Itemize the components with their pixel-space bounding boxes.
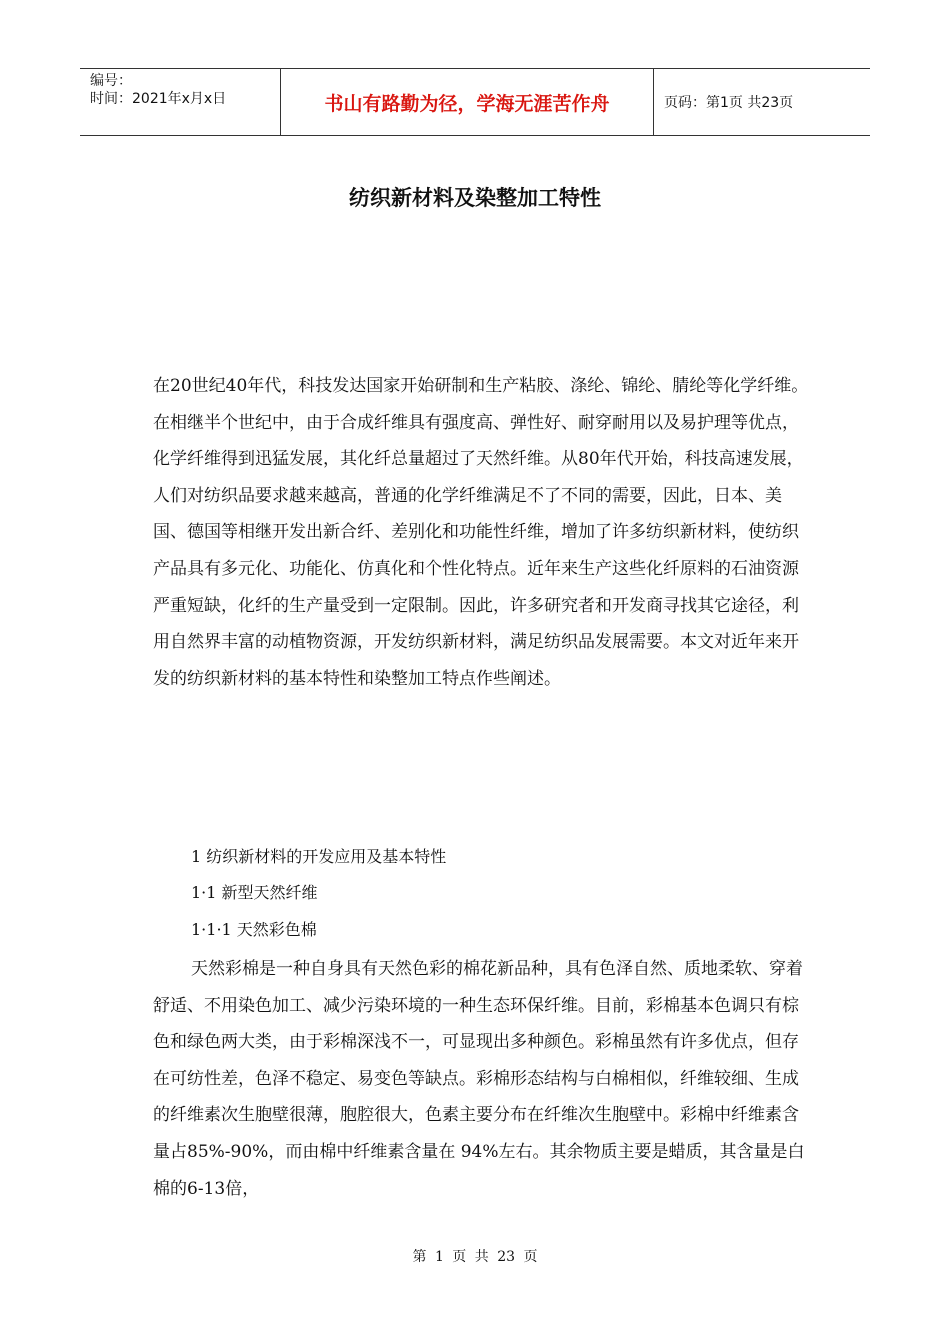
- page-footer: 第 1 页 共 23 页: [412, 1249, 538, 1265]
- doc-number-label: 编号：: [90, 73, 132, 89]
- section-heading-1: 1 纺织新材料的开发应用及基本特性: [191, 847, 447, 866]
- document-title: 纺织新材料及染整加工特性: [349, 186, 601, 210]
- intro-paragraph: 在20世纪40年代，科技发达国家开始研制和生产粘胶、涤纶、锦纶、腈纶等化学纤维。在相继半个世纪中，由于合成纤维具有强度高、弹性好、耐穿耐用以及易护理等优点，化学纤维得到迅猛发展，其化纤总量超过了天然纤维。从80年代开始，科技高速发展，人们对纺织品要求越来越高，普通的化学纤维满足不了不同的需要，因此，日本、美国、德国等相继开发出新合纤、差别化和功能性纤维，增加了许多纺织新材料，使纺织产品具有多元化、功能化、仿真化和个性化特点。近年来生产这些化纤原料的石油资源严重短缺，化纤的生产量受到一定限制。因此，许多研究者和开发商寻找其它途径，利用自然界丰富的动植物资源，开发纺织新材料，满足纺织品发展需要。本文对近年来开发的纺织新材料的基本特性和染整加工特点作些阐述。: [153, 376, 809, 689]
- section-heading-1-1-1: 1·1·1 天然彩色棉: [191, 920, 317, 939]
- doc-time-label: 时间：2021年x月x日: [90, 91, 227, 107]
- body-paragraph: [153, 951, 813, 1207]
- body-paragraph-text: 天然彩棉是一种自身具有天然色彩的棉花新品种，具有色泽自然、质地柔软、穿着舒适、不用染色加工、减少污染环境的一种生态环保纤维。目前，彩棉基本色调只有棕色和绿色两大类，由于彩棉深浅不一，可显现出多种颜色。彩棉虽然有许多优点，但存在可纺性差，色泽不稳定、易变色等缺点。彩棉形态结构与白棉相似，纤维较细、生成的纤维素次生胞壁很薄，胞腔很大，色素主要分布在纤维次生胞壁中。彩棉中纤维素含量占85%-90%，而由棉中纤维素含量在 94%左右。其余物质主要是蜡质，其含量是白棉的6-13倍，: [153, 959, 805, 1199]
- header-motto: 书山有路勤为径，学海无涯苦作舟: [281, 69, 654, 135]
- header-meta: [80, 69, 281, 135]
- section-heading-1-1: 1·1 新型天然纤维: [191, 883, 318, 902]
- page-header: [80, 68, 870, 136]
- header-page-info: 页码：第1页 共23页: [664, 95, 794, 111]
